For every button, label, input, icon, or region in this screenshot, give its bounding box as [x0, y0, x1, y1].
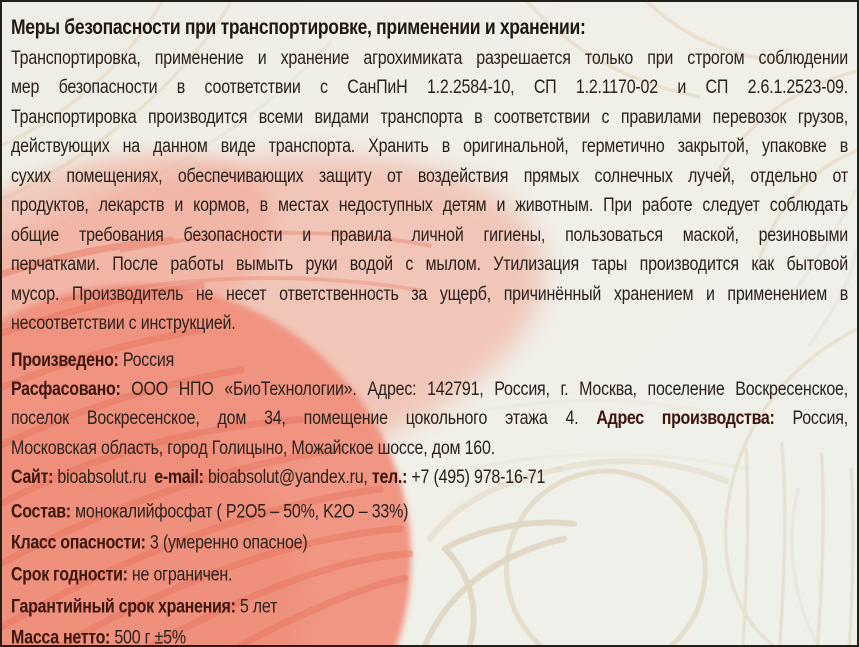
text-segment: +7 (495) 978-16-71 — [407, 467, 546, 489]
text-segment: перчатками. После работы вымыть руки водой с мылом. Утилизация тары производится как бытовой — [11, 254, 848, 276]
text-segment: Россия, — [774, 408, 848, 430]
text-segment: Расфасовано: — [11, 379, 121, 401]
text-segment: bioabsolut.ru — [53, 467, 155, 489]
label-line — [11, 460, 848, 496]
text-segment: 5 лет — [235, 596, 278, 617]
text-segment: bioabsolut@yandex.ru, — [203, 467, 372, 489]
text-segment: Сайт: — [11, 467, 54, 489]
text-segment: Состав: — [11, 501, 71, 523]
text-segment: 3 (умеренно опасное) — [145, 532, 308, 554]
text-segment: Меры безопасности при транспортировке, применении и хранении: — [11, 14, 586, 40]
label-line — [11, 619, 848, 647]
text-segment: e-mail: — [154, 467, 204, 489]
text-segment: 500 г ±5% — [110, 627, 186, 647]
text-segment: Произведено: — [11, 349, 119, 371]
label-line — [11, 11, 848, 43]
text-segment: Класс опасности: — [11, 532, 146, 554]
text-segment: тел.: — [371, 467, 408, 489]
text-segment: действующих на данном виде транспорта. Хранить в оригинальной, герметично закрытой, упаковке в — [11, 136, 848, 158]
text-segment: Гарантийный срок хранения: — [11, 596, 236, 617]
text-segment: общие требования безопасности и правила личной гигиены, пользоваться маской, резиновыми — [11, 225, 848, 246]
text-segment: Адрес производства: — [596, 408, 775, 430]
text-segment: продуктов, лекарств и кормов, в местах недоступных детям и животным. При работе следует соблюдать — [11, 195, 848, 217]
text-segment: несоответствии с инструкцией. — [11, 313, 236, 335]
label-text — [11, 11, 848, 647]
label-line — [11, 306, 848, 342]
text-segment: мер безопасности в соответствии с СанПиН 1.2.2584-10, СП 1.2.1170-02 и СП 2.6.1.2523-09. — [11, 77, 848, 99]
text-segment: не ограничен. — [127, 564, 233, 586]
text-segment: Масса нетто: — [11, 627, 111, 647]
text-segment: поселок Воскресенское, дом 34, помещение цокольного этажа 4. — [11, 408, 597, 430]
text-segment: Россия — [118, 349, 175, 371]
text-segment: Транспортировка производится всеми видами транспорта в соответствии с правилами перевозок грузов, — [11, 107, 848, 128]
text-segment: мусор. Производитель не несет ответственность за ущерб, причинённый хранением и применением в — [11, 283, 848, 305]
text-segment: Срок годности: — [11, 564, 128, 586]
text-segment: Транспортировка, применение и хранение агрохимиката разрешается только при строгом соблюдении — [11, 48, 848, 70]
text-segment: Московская область, город Голицыно, Можайское шоссе, дом 160. — [11, 438, 495, 459]
text-segment: монокалийфосфат ( P2O5 – 50%, K2O – 33%) — [70, 501, 409, 523]
text-segment: ООО НПО «БиоТехнологии». Адрес: 142791, Россия, г. Москва, поселение Воскресенское, — [120, 379, 848, 401]
text-segment: сухих помещениях, обеспечивающих защиту от воздействия прямых солнечных лучей, отдельно от — [11, 166, 848, 187]
